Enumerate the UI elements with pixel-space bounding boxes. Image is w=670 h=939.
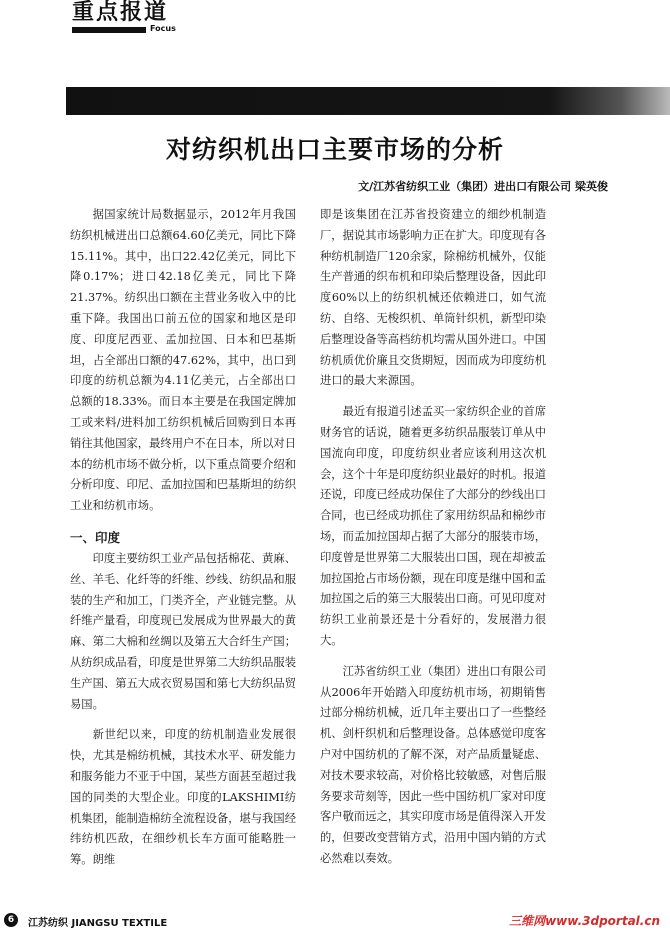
header-banner <box>66 87 670 115</box>
section-title-underline <box>72 27 146 33</box>
article-byline: 文/江苏省纺织工业（集团）进出口有限公司 梁英俊 <box>358 180 608 193</box>
paragraph: 即是该集团在江苏省投资建立的细纱机制造厂，据说其市场影响力正在扩大。印度现有各种纺机制造厂120余家，除棉纺机械外，仅能生产普通的织布机和印染后整理设备，因此印度60%以上的纺织机械还依赖进口，如气流纺、自络、无梭织机、单筒针织机，新型印染后整理设备等高档纺机均需从国外进口。中国纺机质优价廉且交货期短，因而成为印度纺机进口的最大来源国。 <box>320 208 546 388</box>
section-title: 重点报道 <box>72 0 169 25</box>
section-subtitle: Focus <box>150 24 176 33</box>
paragraph: 江苏省纺织工业（集团）进出口有限公司从2006年开始踏入印度纺机市场，初期销售过部分棉纺机械，近几年主要出口了一些整经机、剑杆织机和后整理设备。总体感觉印度客户对中国纺机的了解不深，对产品质量疑虑、对技术要求较高，对价格比较敏感，对售后服务要求苛刻等，因此一些中国纺机厂家对印度客户敬而远之，其实印度市场是值得深入开发的，但要改变营销方式，沿用中国内销的方式必然难以奏效。 <box>320 664 546 865</box>
paragraph: 新世纪以来，印度的纺机制造业发展很快，尤其是棉纺机械，其技术水平、研发能力和服务能力不亚于中国，某些方面甚至超过我国的同类的大型企业。印度的LAKSHIMI纺机集团，能制造棉纺全流程设备，堪与我国经纬纺机匹敌，在细纱机长车方面可能略胜一筹。朗维 <box>70 728 296 867</box>
page-number: 6 <box>4 913 18 927</box>
article-title: 对纺织机出口主要市场的分析 <box>165 135 504 164</box>
left-column <box>70 205 296 871</box>
paragraph: 据国家统计局数据显示，2012年月我国纺织机械进出口总额64.60亿美元，同比下降15.11%。其中，出口22.42亿美元，同比下降0.17%；进口42.18亿美元，同比下降21.37%。纺织出口额在主营业务收入中的比重下降。我国出口前五位的国家和地区是印度、印度尼西亚、孟加拉国、日本和巴基斯坦，占全部出口额的47.62%，其中，出口到印度的纺机总额为4.11亿美元，占全部出口总额的18.33%。而日本主要是在我国定牌加工或来料/进料加工纺织机械后回购到日本再销往其他国家，最终用户不在日本，所以对日本的纺机市场不做分析，以下重点简要介绍和分析印度、印尼、孟加拉国和巴基斯坦的纺织工业和纺机市场。 <box>70 208 296 513</box>
paragraph: 印度主要纺织工业产品包括棉花、黄麻、丝、羊毛、化纤等的纤维、纱线、纺织品和服装的生产和加工，门类齐全，产业链完整。从纤维产量看，印度现已发展成为世界最大的黄麻、第二大棉和丝绸以及第五大合纤生产国；从纺织成品看，印度是世界第二大纺织品服装生产国、第五大成衣贸易国和第七大纺织品贸易国。 <box>70 551 296 711</box>
watermark: 三维网www.3dportal.cn <box>509 914 660 928</box>
section-heading-india: 一、印度 <box>70 529 121 545</box>
journal-name: 江苏纺织 JIANGSU TEXTILE <box>28 918 168 929</box>
right-column <box>320 205 546 870</box>
paragraph: 最近有报道引述孟买一家纺织企业的首席财务官的话说，随着更多纺织品服装订单从中国流向印度，印度纺织业者应该利用这次机会，这个十年是印度纺织业最好的时机。报道还说，印度已经成功保住了大部分的纱线出口合同，也已经成功抓住了家用纺织品和棉纱市场，而孟加拉国却占据了大部分的服装市场，印度曾是世界第二大服装出口国，现在却被孟加拉国抢占市场份额，现在印度是继中国和孟加拉国之后的第三大服装出口商。可见印度对纺织工业前景还是十分看好的，发展潜力很大。 <box>320 405 546 647</box>
